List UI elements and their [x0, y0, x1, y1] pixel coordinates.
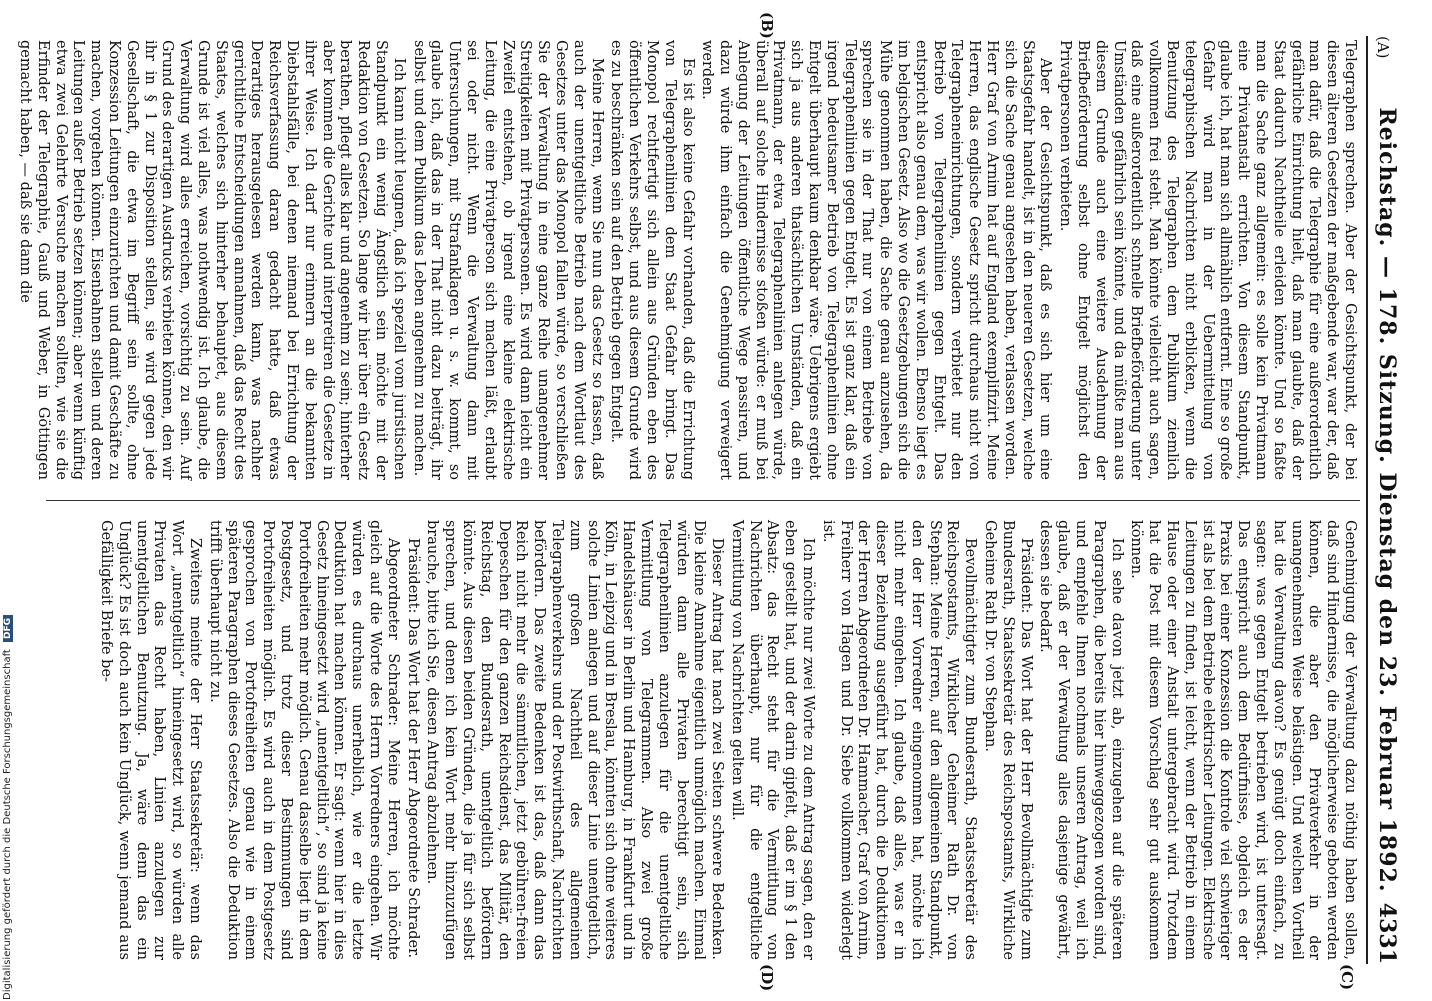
paragraph: Abgeordneter Schrader: Meine Herren, ich möchte gleich auf die Worte des Herrn Vorredners eingehen. Wir würden es durchaus unerheblich, wie er die letzte Deduktion hat machen können. Er sagt: wenn hier in dies Gesetz hineingesetzt wird „unentgeltlich“, so sind ja keine Portofreiheiten mehr möglich. Genau dasselbe liegt in dem Postgesetz, und trotz dieser Bestimmungen sind Portofreiheiten möglich. Es wird auch in dem Postgesetz gesprochen von Portofreiheiten genau wie in einem späteren Paragraphen dieses Gesetzes. Also die Deduktion trifft überhaupt nicht zu.	[206, 520, 401, 960]
page-header	[1366, 36, 1402, 964]
footer-text: Digitalisierung gefördert durch die Deutsche Forschungsgemeinschaft	[2, 649, 13, 1000]
margin-marker-a: (A)	[1374, 36, 1392, 59]
paragraph: Telegraphen sprechen. Aber der Gesichtspunkt, der bei diesen älteren Gesetzen der maßgebende war, war der, daß man dafür, daß die Telegraphie für eine außerordentlich gefährliche Einrichtung hielt, daß man glaubte, daß der Staat dadurch Nachtheile erleiden könnte. Und so faßte man die Sache ganz allgemein: es solle kein Privatmann eine Privatanstalt errichten. Von diesem Standpunkt, glaube ich, hat man sich allmählich entfernt. Eine so große Gefahr wird man in der Uebermittelung von telegraphischen Nachrichten nicht erblicken, wenn die Benutzung des Telegraphen dem Publikum ziemlich vollkommen frei steht. Man könnte vielleicht auch sagen, daß eine außerordentlich schnelle Briefbeförderung unter Umständen gefährlich sein könnte, und da müßte man aus diesem Grunde auch eine weitere Ausdehnung der Briefbeförderung selbst ohne Entgelt möglichst den Privatpersonen verbieten.	[1057, 40, 1358, 480]
paragraph: Aber der Gesichtspunkt, daß es sich hier um eine Staatsgefahr handelt, ist in den neueren Gesetzen, welche sich die Sache genau angesehen haben, verlassen worden. Herr Graf von Arnim hat auf England exemplifizirt. Meine Herren, das englische Gesetz spricht durchaus nicht von Telegrapheneinrichtungen, sondern verbietet nur den Betrieb von Telegraphenlinien gegen Entgelt. Das entspricht also genau dem, was wir wollen. Ebenso liegt es im belgischen Gesetz. Also wo die Gesetzgebungen sich die Mühe genommen haben, die Sache genau anzusehen, da sprechen sie in der That nur von einem Betriebe von Telegraphenlinien gegen Entgelt. Es ist ganz klar, daß ein irgend bedeutsamer Betrieb von Telegraphenlinien ohne Entgelt überhaupt kaum denkbar wäre. Uebrigens ergiebt sich ja aus anderen thatsächlichen Umständen, daß ein Privatmann, der etwa Telegraphenlinien anlegen würde, überall auf solche Hindernisse stoßen würde: er muß bei Anlegung der Leitungen öffentliche Wege passiren, und dazu würde ihm einfach die Genehmigung verweigert werden.	[699, 40, 1054, 480]
page-title: Reichstag. — 178. Sitzung. Dienstag den 23. Februar 1892.	[1374, 107, 1400, 893]
dfg-logo: DFG	[3, 615, 13, 642]
paragraph: Präsident: Das Wort hat der Herr Bevollmächtigte zum Bundesrath, Staatssekretär des Reichspostamts, Wirkliche Geheime Rath Dr. von Stephan.	[982, 520, 1034, 960]
right-column	[50, 520, 1358, 960]
paragraph: Dieser Antrag hat nach zwei Seiten schwere Bedenken. Die kleine Annahme eigentlich unmöglich machen. Einmal würden dann alle Privaten berechtigt sein, sich Telegraphenlinien anzulegen für die unentgeltliche Vermittlung von Telegrammen. Also zwei große Handelshäuser in Berlin und Hamburg, in Frankfurt und in Köln, in Leipzig und in Breslau, könnten sich ohne weiteres solche Linien anlegen und auf dieser Linie unentgeltlich, zum großen Nachtheil des allgemeinen Telegraphenverkehrs und der Postwirthschaft, Nachrichten befördern. Das zweite Bedenken ist das, daß dann das Reich nicht mehr die sämmtlichen, jetzt gebühren-freien Depeschen für den ganzen Reichsdienst, das Militär, den Reichstag, den Bundesrath, unentgeltlich befördern könnte. Aus diesen beiden Gründen, die ja für sich selbst sprechen, und denen ich kein Wort mehr hinzuzufügen brauche, bitte ich Sie, diesen Antrag abzulehnen.	[424, 520, 726, 960]
paragraph: Genehmigung der Verwaltung dazu nöthig haben sollen, daß sind Hindernisse, die möglicherweise geboten werden können, die aber den Privatverkehr in der unangenehmsten Weise belästigen. Und welchen Vortheil hat die Verwaltung davon? Es genügt doch einfach, zu sagen: was gegen Entgelt betrieben wird, ist untersagt. Das entspricht auch dem Bedürfnisse, obgleich es der Praxis bei einer Konzession die Kontrole viel schwieriger ist als bei dem Betriebe elektrischer Leitungen. Elektrische Leitungen zu finden, ist leicht, wenn der Betrieb in einem Hause oder einer Anstalt untergebracht wird. Trotzdem hat die Post mit diesem Vorschlag sehr gut auskommen können.	[1128, 520, 1358, 960]
left-column	[17, 40, 1358, 480]
paragraph: Ich möchte nur zwei Worte zu dem Antrag sagen, den er eben gestellt hat, und der darin gipfelt, daß er im § 1 den Absatz: das Recht steht für die Vermittlung von Nachrichten überhaupt, nur für die entgeltliche Vermittlung von Nachrichten gelten will.	[728, 520, 817, 960]
margin-marker-b: (B)	[758, 12, 776, 39]
margin-marker-d: (D)	[758, 964, 776, 992]
paragraph: Ich kann nicht leugnen, daß ich speziell vom juristischen Standpunkt ein wenig Ängstlich sein möchte mit der Redaktion von Gesetzen. So lange wir hier über ein Gesetz berathen, pflegt alles klar und angenehm zu sein; hinterher aber kommen die Gerichte und interpretiren die Gesetze in ihrer Weise. Ich darf nur erinnern an die bekannten Diebstahlsfälle, bei denen niemand bei Errichtung der Reichsverfassung daran gedacht hatte, daß etwas Derartiges herausgelesen werden kann, was nachher gerichtliche Entscheidungen annahmen, daß das Recht des Staates, welches sich hinterher behauptet, aus diesem Grunde ist viel alles, was nothwendig ist. Ich glaube, die Verwaltung wird alles erreichen, vorsichtig zu sein. Auf Grund des derartigen Ausdrucks verbieten können, den wir ihr in § 1 zur Disposition stellen, sie wird gegen jede Gesellschaft, die etwa im Begriff sein sollte, ohne Konzession Leitungen einzurichten und damit Geschäfte zu machen, vorgehen können. Eisenbahnen stellen und deren Leitungen außer Betrieb setzen können; aber wenn künftig etwa zwei Gelehrte Versuche machen sollten, wie sie die Erfinder der Telegraphie, Gauß und Weber, in Göttingen gemacht haben, — daß sie dann die	[17, 40, 407, 480]
margin-marker-c: (C)	[1338, 964, 1356, 991]
paragraph: Zweitens meinte der Herr Staatssekretär: wenn das Wort „unentgeltlich“ hineingesetzt wird, so würden alle Privaten das Recht haben, Linien anzulegen zur unentgeltlichen Benutzung. Ja, wäre denn das ein Unglück? Es ist doch auch kein Unglück, wenn jemand aus Gefälligkeit Briefe be-	[98, 520, 203, 960]
paragraph: Bevollmächtigter zum Bundesrath, Staatssekretär des Reichspostamts, Wirklicher Geheimer Rath Dr. von Stephan: Meine Herren, auf den allgemeinen Standpunkt, den der Herr Vorredner eingenommen hat, möchte ich nicht mehr eingehen. Ich glaube, daß alles, was er in dieser Beziehung ausgeführt hat, durch die Deduktionen der Herren Abgeordneten Dr. Hammacher, Graf von Arnim, Freiherr von Hagen und Dr. Siebe vollkommen widerlegt ist.	[819, 520, 979, 960]
paragraph: Es ist also keine Gefahr vorhanden, daß die Errichtung von Telegraphenlinien dem Staat Gefahr bringt. Das Monopol rechtfertigt sich allein aus Gründen eben des öffentlichen Verkehrs selbst, und aus diesem Grunde wird es zu beschränken sein auf den Betrieb gegen Entgelt.	[608, 40, 696, 480]
paragraph: Präsident: Das Wort hat der Herr Abgeordnete Schrader.	[404, 538, 421, 959]
column-divider	[46, 500, 1360, 501]
paragraph: Meine Herren, wenn Sie nun das Gesetz so fassen, daß auch der unentgeltliche Betrieb nach dem Wortlaut des Gesetzes unter das Monopol fallen würde, so verschließen Sie der Verwaltung in eine ganze Reihe unangenehmer Streitigkeiten mit Privatpersonen. Es wird dann leicht ein Zweifel entstehen, ob irgend eine kleine elektrische Leitung, die eine Privatperson sich machen läßt, erlaubt sei oder nicht. Wenn die Verwaltung dann mit Untersuchungen, mit Strafanklagen u. s. w. kommt, so glaube ich, daß das in der That nicht dazu beiträgt, ihr selbst und dem Publikum das Leben angenehm zu machen.	[410, 40, 605, 480]
document-page	[16, 0, 1416, 1000]
page-number: 4331	[1374, 902, 1400, 964]
paragraph: Ich sehe davon jetzt ab, einzugehen auf die späteren Paragraphen, die bereits hier hinweggezogen worden sind, und empfehle Ihnen nochmals unseren Antrag, weil ich glaube, daß er der Verwaltung alles dasjenige gewährt, dessen sie bedarf.	[1037, 520, 1125, 960]
